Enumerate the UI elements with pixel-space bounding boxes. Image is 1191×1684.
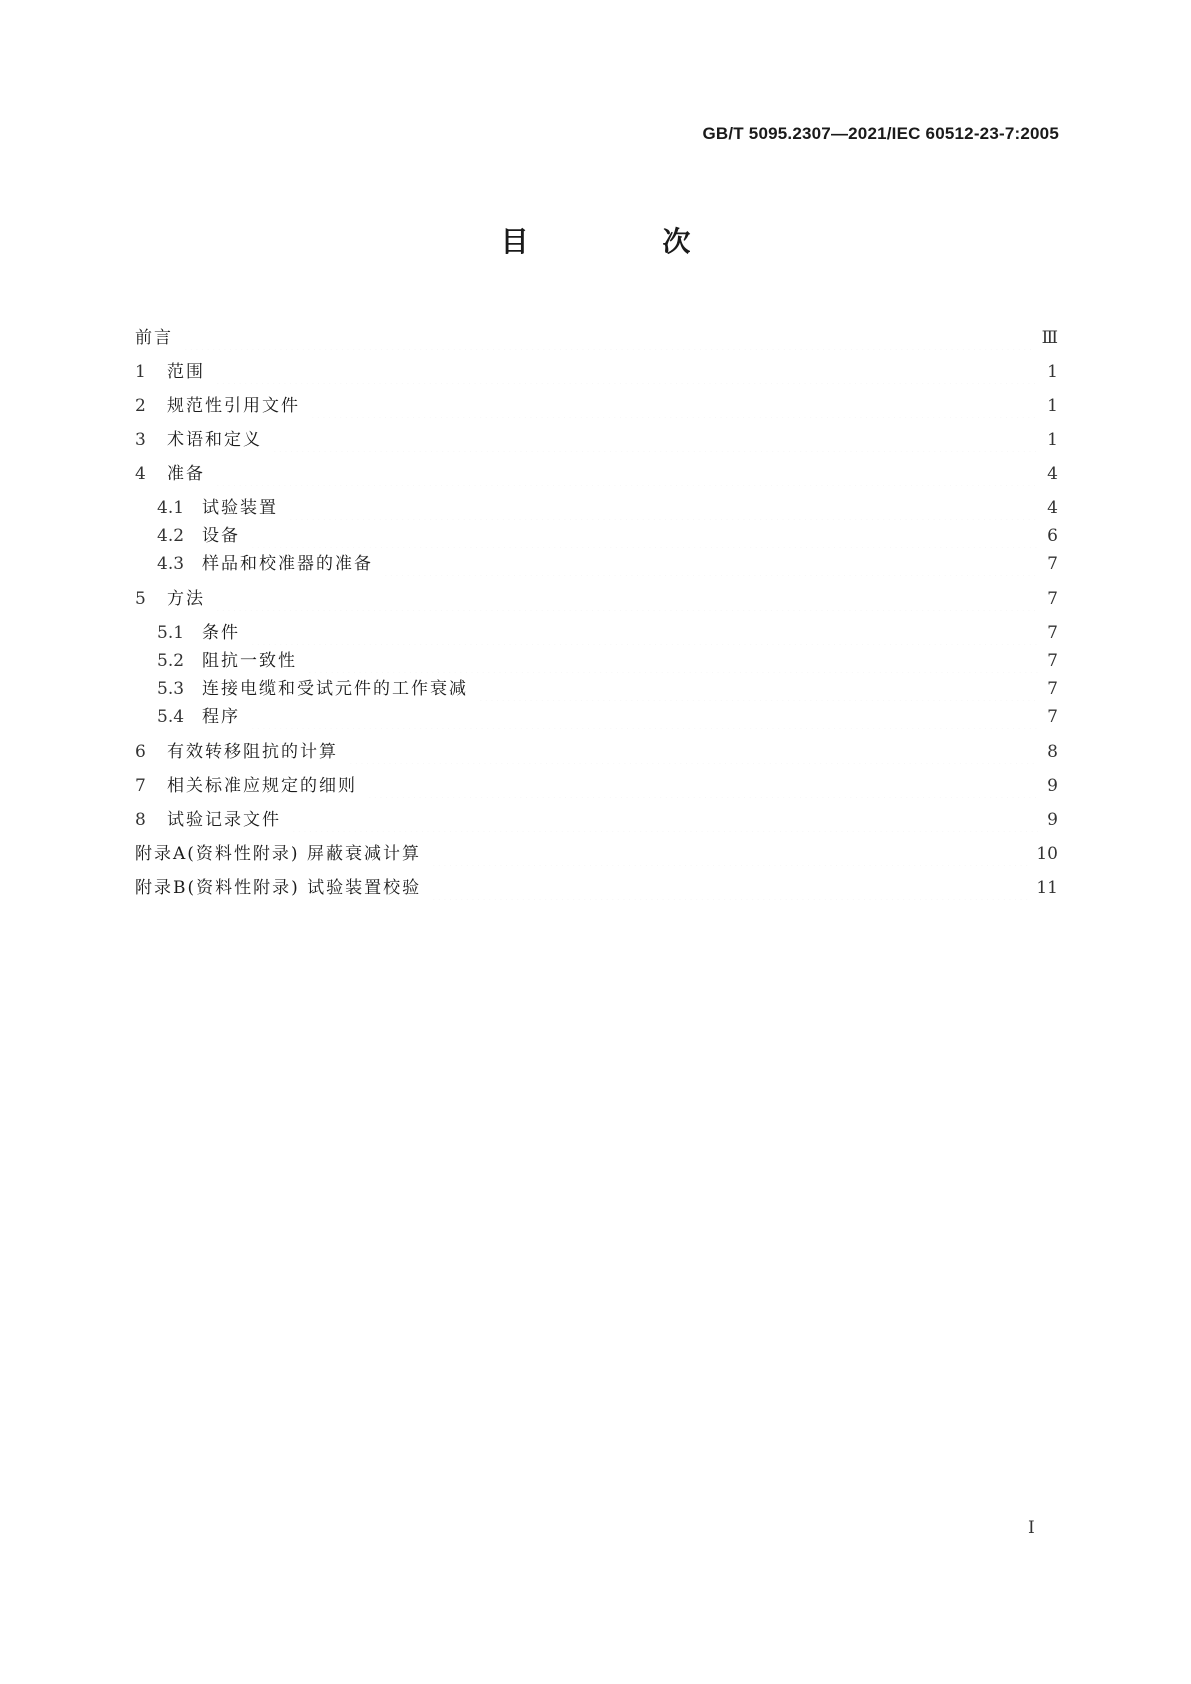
toc-entry-number: 5: [135, 589, 146, 609]
dot-leader: [348, 740, 1038, 764]
page-title: 目 次: [500, 225, 753, 258]
toc-entry-page: 9: [1047, 810, 1058, 830]
toc-entry-page: 10: [1036, 844, 1058, 864]
dot-leader: [215, 587, 1038, 611]
toc-entry-4-3[interactable]: [157, 552, 1058, 576]
toc-entry-number: 6: [135, 742, 146, 762]
dot-leader: [215, 360, 1038, 384]
page-number: I: [1028, 1518, 1035, 1538]
dot-leader: [431, 876, 1028, 900]
toc-entry-label: 准备: [167, 464, 205, 484]
toc-entry-page: 1: [1047, 396, 1058, 416]
toc-entry-1[interactable]: [135, 360, 1058, 384]
dot-leader: [431, 842, 1028, 866]
toc-entry-label: 有效转移阻抗的计算: [167, 742, 338, 762]
toc-entry-number: 3: [135, 430, 146, 450]
toc-entry-foreword[interactable]: [135, 326, 1058, 350]
toc-entry-number: 4.3: [157, 554, 185, 574]
toc-entry-page: 7: [1047, 651, 1058, 671]
dot-leader: [183, 326, 1034, 350]
toc-entry-label: 范围: [167, 362, 205, 382]
toc-entry-page: Ⅲ: [1041, 328, 1058, 348]
toc-entry-page: 11: [1036, 878, 1058, 898]
toc-entry-label: 设备: [202, 526, 240, 546]
toc-entry-number: 4: [135, 464, 146, 484]
dot-leader: [272, 428, 1038, 452]
toc-entry-8[interactable]: [135, 808, 1058, 832]
toc-entry-page: 9: [1047, 776, 1058, 796]
dot-leader: [307, 649, 1038, 673]
toc-entry-5-2[interactable]: [157, 649, 1058, 673]
toc-entry-label: 试验装置: [202, 498, 278, 518]
dot-leader: [288, 496, 1038, 520]
dot-leader: [383, 552, 1038, 576]
toc-entry-page: 4: [1047, 498, 1058, 518]
toc-entry-number: 4.1: [157, 498, 185, 518]
toc-entry-number: 5.4: [157, 707, 185, 727]
toc-entry-label: 阻抗一致性: [202, 651, 297, 671]
toc-entry-number: 5.3: [157, 679, 185, 699]
toc-entry-label: 规范性引用文件: [167, 396, 300, 416]
dot-leader: [215, 462, 1038, 486]
toc-entry-5-4[interactable]: [157, 705, 1058, 729]
toc-entry-label: 试验记录文件: [167, 810, 281, 830]
toc-entry-number: 5.1: [157, 623, 185, 643]
toc-entry-page: 1: [1047, 430, 1058, 450]
toc-entry-label: 相关标准应规定的细则: [167, 776, 357, 796]
toc-entry-page: 7: [1047, 707, 1058, 727]
toc-entry-label: 方法: [167, 589, 205, 609]
dot-leader: [250, 524, 1038, 548]
toc-entry-number: 8: [135, 810, 146, 830]
toc-entry-label: 条件: [202, 623, 240, 643]
toc-entry-annex-a[interactable]: [135, 842, 1058, 866]
toc-entry-5-3[interactable]: [157, 677, 1058, 701]
dot-leader: [250, 705, 1038, 729]
toc-entry-page: 8: [1047, 742, 1058, 762]
toc-entry-label: 附录A(资料性附录) 屏蔽衰减计算: [135, 844, 421, 864]
dot-leader: [310, 394, 1038, 418]
toc-entry-7[interactable]: [135, 774, 1058, 798]
toc-entry-5-1[interactable]: [157, 621, 1058, 645]
toc-entry-annex-b[interactable]: [135, 876, 1058, 900]
toc-entry-page: 7: [1047, 623, 1058, 643]
toc-entry-page: 7: [1047, 589, 1058, 609]
toc-entry-label: 程序: [202, 707, 240, 727]
toc-entry-number: 1: [135, 362, 146, 382]
toc-entry-page: 7: [1047, 554, 1058, 574]
toc-entry-label: 前言: [135, 328, 173, 348]
toc-entry-4[interactable]: [135, 462, 1058, 486]
toc-entry-page: 6: [1047, 526, 1058, 546]
toc-entry-4-1[interactable]: [157, 496, 1058, 520]
toc-entry-label: 附录B(资料性附录) 试验装置校验: [135, 878, 422, 898]
toc-entry-page: 7: [1047, 679, 1058, 699]
toc-entry-number: 4.2: [157, 526, 185, 546]
toc-entry-5[interactable]: [135, 587, 1058, 611]
toc-entry-number: 5.2: [157, 651, 185, 671]
toc-entry-2[interactable]: [135, 394, 1058, 418]
dot-leader: [250, 621, 1038, 645]
dot-leader: [367, 774, 1038, 798]
dot-leader: [478, 677, 1038, 701]
toc-entry-number: 2: [135, 396, 146, 416]
toc-entry-label: 样品和校准器的准备: [202, 554, 373, 574]
toc-entry-6[interactable]: [135, 740, 1058, 764]
toc-entry-3[interactable]: [135, 428, 1058, 452]
toc-entry-label: 连接电缆和受试元件的工作衰减: [202, 679, 468, 699]
standard-identifier: GB/T 5095.2307—2021/IEC 60512-23-7:2005: [702, 124, 1059, 143]
toc-entry-page: 1: [1047, 362, 1058, 382]
toc-entry-4-2[interactable]: [157, 524, 1058, 548]
dot-leader: [291, 808, 1038, 832]
toc-entry-number: 7: [135, 776, 146, 796]
toc-entry-label: 术语和定义: [167, 430, 262, 450]
toc-entry-page: 4: [1047, 464, 1058, 484]
